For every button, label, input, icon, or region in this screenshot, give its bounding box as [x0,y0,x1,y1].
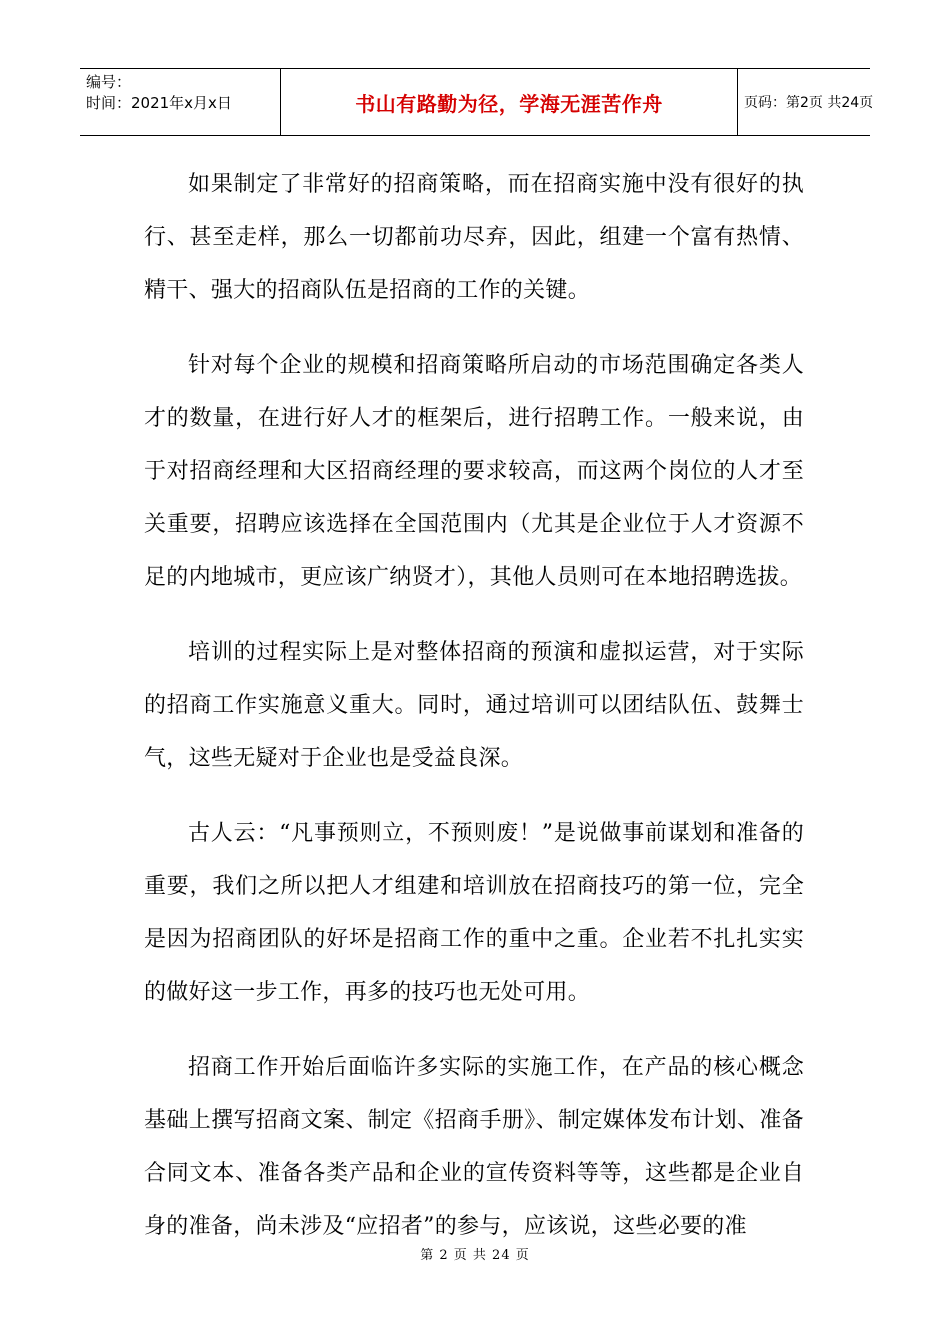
header-meta [80,69,281,135]
paragraph: 如果制定了非常好的招商策略，而在招商实施中没有很好的执行、甚至走样，那么一切都前功尽弃，因此，组建一个富有热情、精干、强大的招商队伍是招商的工作的关键。 [144,172,804,303]
document-header [80,68,874,136]
paragraph: 招商工作开始后面临许多实际的实施工作，在产品的核心概念基础上撰写招商文案、制定《招商手册》、制定媒体发布计划、准备合同文本、准备各类产品和企业的宣传资料等等，这些都是企业自身的准备，尚未涉及“应招者”的参与，应该说，这些必要的准 [144,1055,804,1239]
document-number-label: 编号： [86,73,132,91]
paragraph: 针对每个企业的规模和招商策略所启动的市场范围确定各类人才的数量，在进行好人才的框架后，进行招聘工作。一般来说，由于对招商经理和大区招商经理的要求较高，而这两个岗位的人才至关重要，招聘应该选择在全国范围内（尤其是企业位于人才资源不足的内地城市，更应该广纳贤才），其他人员则可在本地招聘选拔。 [144,353,804,590]
page-footer: 第 2 页 共 24 页 [420,1248,530,1263]
header-page-code: 页码：第2页 共24页 [744,95,874,111]
header-motto: 书山有路勤为径，学海无涯苦作舟 [281,69,738,135]
paragraph: 培训的过程实际上是对整体招商的预演和虚拟运营，对于实际的招商工作实施意义重大。同时，通过培训可以团结队伍、鼓舞士气，这些无疑对于企业也是受益良深。 [144,640,804,771]
document-body [144,158,804,1275]
paragraph: 古人云：“凡事预则立，不预则废！”是说做事前谋划和准备的重要，我们之所以把人才组建和培训放在招商技巧的第一位，完全是因为招商团队的好坏是招商工作的重中之重。企业若不扎扎实实的做好这一步工作，再多的技巧也无处可用。 [144,821,804,1005]
document-time-label: 时间：2021年x月x日 [86,94,232,112]
